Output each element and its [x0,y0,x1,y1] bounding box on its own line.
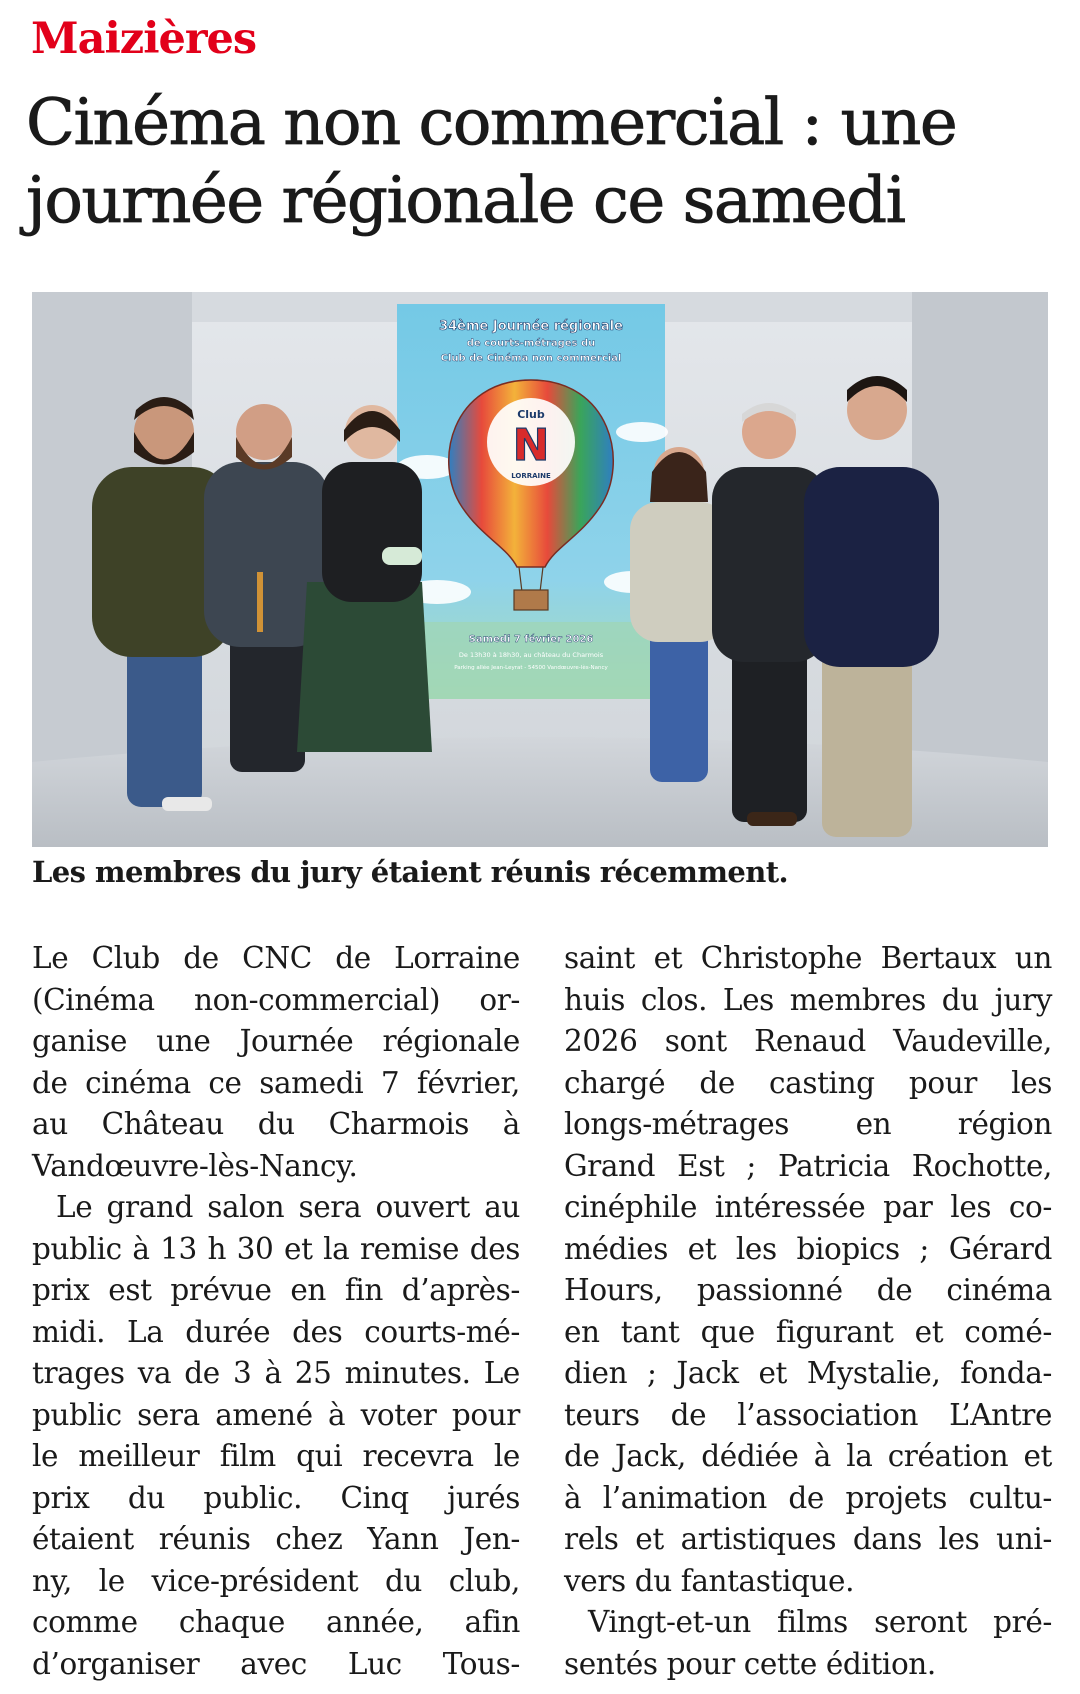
text-line: de Jack, dédiée à la création et [564,1439,1052,1473]
text-line: trages va de 3 à 25 minutes. Le [32,1356,520,1390]
text-line: comme chaque année, afin [32,1605,520,1639]
text-line: public à 13 h 30 et la remise des [32,1231,520,1266]
text-line: en tant que figurant et comé- [564,1314,1052,1349]
photo-caption: Les membres du jury étaient réunis récemment. [32,855,789,889]
headline-line-1: Cinéma non commercial : une [26,86,957,160]
poster-title-3: Club de Cinéma non commercial [440,353,622,364]
projected-poster [397,304,668,699]
text-line: prix est prévue en fin d’après- [32,1273,520,1307]
headline-line-2: journée régionale ce samedi [26,164,905,238]
article-column-left [32,938,520,1685]
section-kicker: Maizières [31,14,257,64]
text-line: Hours, passionné de cinéma [564,1273,1052,1307]
text-line: à l’animation de projets cultu- [564,1480,1052,1515]
poster-place: Parking allée Jean-Leyrat - 54500 Vandœuvre-lès-Nancy [454,665,608,671]
text-line: rels et artistiques dans les uni- [564,1522,1052,1556]
text-line: Grand Est ; Patricia Rochotte, [564,1148,1052,1183]
text-line: le meilleur film qui recevra le [32,1439,520,1473]
text-line: Le Club de CNC de Lorraine [32,941,520,975]
text-line: Le grand salon sera ouvert au [56,1190,520,1224]
text-line: (Cinéma non-commercial) or- [32,982,520,1017]
text-line: Vingt-et-un films seront pré- [588,1605,1052,1639]
poster-date: Samedi 7 février 2026 [468,634,594,645]
balloon-top-label: Club [517,408,545,421]
text-line: d’organiser avec Luc Tous- [32,1646,520,1681]
jury-group-photo [32,292,1048,847]
article-headline [26,84,1066,240]
text-line: de cinéma ce samedi 7 février, [32,1065,520,1100]
text-line: saint et Christophe Bertaux un [564,941,1052,975]
poster-title-1: 34ème Journée régionale [439,319,623,334]
text-line: dien ; Jack et Mystalie, fonda- [564,1356,1052,1390]
text-line: midi. La durée des courts-mé- [32,1314,520,1349]
text-line: médies et les biopics ; Gérard [564,1231,1052,1266]
balloon-bottom-label: LORRAINE [511,472,551,480]
text-line: huis clos. Les membres du jury [564,982,1052,1017]
text-line: chargé de casting pour les [564,1065,1052,1100]
text-line: ny, le vice-président du club, [32,1563,520,1598]
poster-title-2: de courts-métrages du [466,338,596,349]
text-line: sentés pour cette édition. [564,1646,936,1681]
article-photo [32,292,1048,847]
text-line: Vandœuvre-lès-Nancy. [32,1148,358,1183]
poster-time: De 13h30 à 18h30, au château du Charmois [458,651,604,659]
balloon-letter: N [512,420,550,471]
text-line: cinéphile intéressée par les co- [564,1190,1052,1224]
text-line: ganise une Journée régionale [32,1024,520,1058]
text-line: public sera amené à voter pour [32,1397,520,1432]
text-line: étaient réunis chez Yann Jen- [32,1522,520,1556]
text-line: longs-métrages en région [564,1107,1052,1141]
text-line: au Château du Charmois à [32,1107,520,1141]
text-line: teurs de l’association L’Antre [564,1397,1052,1432]
article-column-right [564,938,1052,1685]
text-line: 2026 sont Renaud Vaudeville, [564,1024,1052,1058]
text-line: vers du fantastique. [564,1563,855,1598]
text-line: prix du public. Cinq jurés [32,1480,520,1515]
